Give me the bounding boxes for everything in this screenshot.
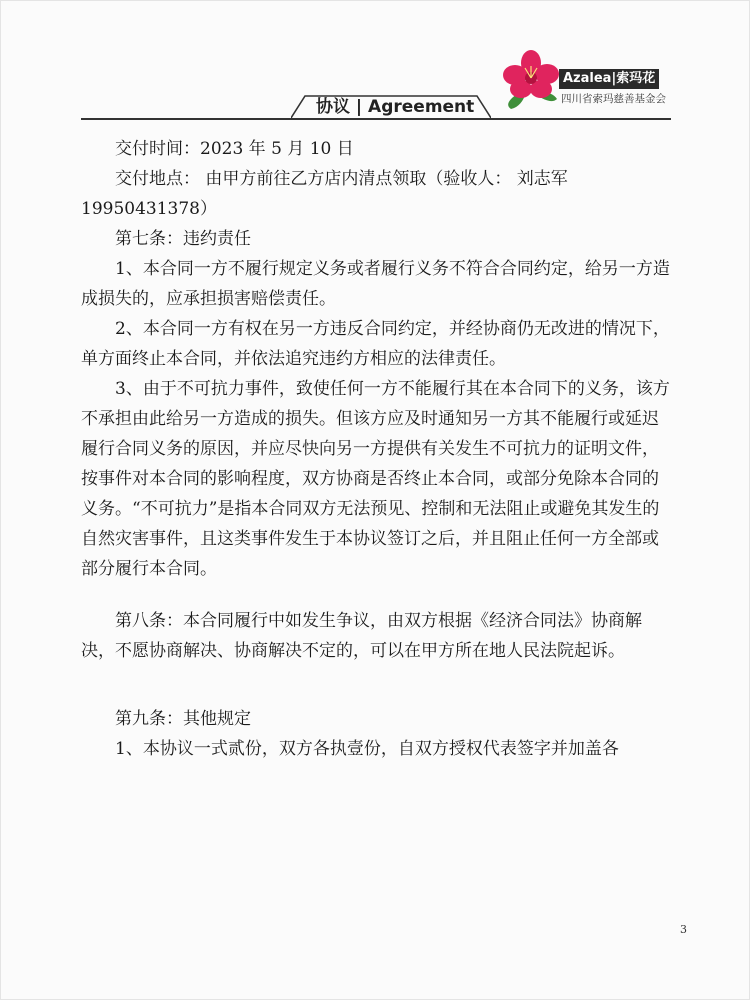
page-number: 3 bbox=[680, 923, 687, 936]
article-7-clause-1: 1、本合同一方不履行规定义务或者履行义务不符合合同约定，给另一方造成损失的，应承担损害赔偿责任。 bbox=[81, 259, 670, 309]
azalea-flower-icon bbox=[501, 49, 565, 111]
logo-name: Azalea|索玛花 bbox=[559, 69, 659, 89]
article-7-clause-3: 3、由于不可抗力事件，致使任何一方不能履行其在本合同下的义务，该方不承担由此给另一方造成的损失。但该方应及时通知另一方其不能履行或延迟履行合同义务的原因，并应尽快向另一方提供有关发生不可抗力的证明文件，按事件对本合同的影响程度，双方协商是否终止本合同，或部分免除本合同的义务。“不可抗力”是指本合同双方无法预见、控制和无法阻止或避免其发生的自然灾害事件，且这类事件发生于本协议签订之后，并且阻止任何一方全部或部分履行本合同。 bbox=[81, 379, 670, 579]
header-title: 协议 | Agreement bbox=[316, 97, 475, 117]
article-7-heading: 第七条：违约责任 bbox=[115, 229, 251, 249]
delivery-location: 交付地点： 由甲方前往乙方店内清点领取（验收人： 刘志军 19950431378） bbox=[81, 169, 568, 219]
foundation-logo bbox=[501, 49, 671, 111]
delivery-time: 交付时间：2023 年 5 月 10 日 bbox=[115, 139, 354, 159]
article-8: 第八条：本合同履行中如发生争议，由双方根据《经济合同法》协商解决，不愿协商解决、协商解决不定的，可以在甲方所在地人民法院起诉。 bbox=[81, 611, 642, 661]
document-body bbox=[81, 134, 673, 764]
header-tab bbox=[291, 95, 491, 119]
article-9-clause-1: 1、本协议一式贰份，双方各执壹份，自双方授权代表签字并加盖各 bbox=[115, 739, 619, 759]
article-7-clause-2: 2、本合同一方有权在另一方违反合同约定，并经协商仍无改进的情况下，单方面终止本合同，并依法追究违约方相应的法律责任。 bbox=[81, 319, 670, 369]
article-9-heading: 第九条：其他规定 bbox=[115, 709, 251, 729]
logo-subtitle: 四川省索玛慈善基金会 bbox=[561, 93, 666, 105]
